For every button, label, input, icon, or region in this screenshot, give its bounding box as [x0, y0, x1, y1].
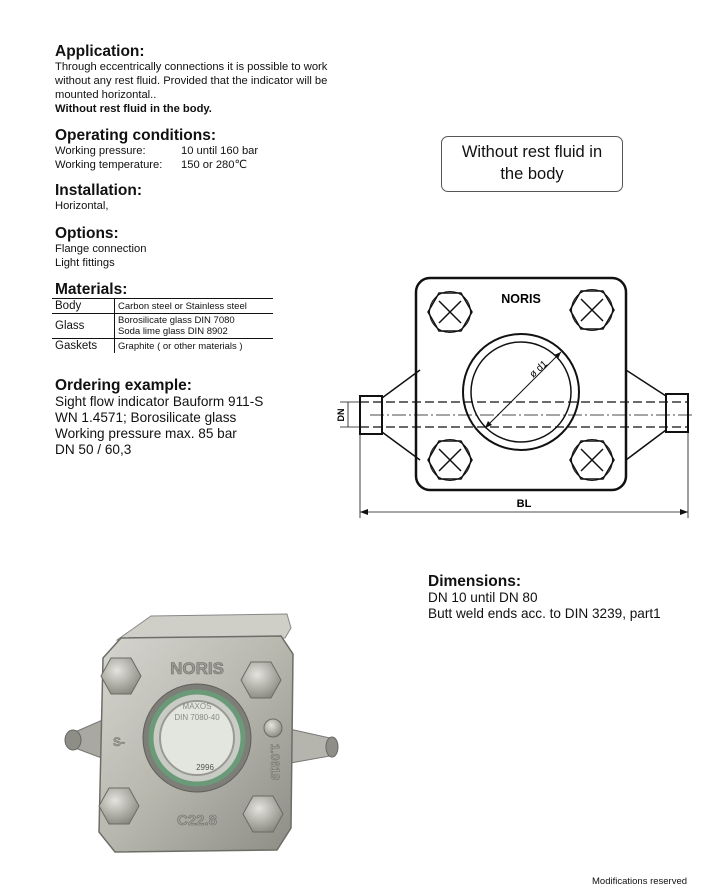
- material-value: Carbon steel or Stainless steel: [115, 299, 274, 314]
- material-part: Glass: [52, 314, 115, 339]
- bl-label: BL: [516, 498, 532, 510]
- photo-brand: NORIS: [170, 659, 224, 678]
- materials-heading: Materials:: [55, 281, 128, 298]
- material-part: Body: [52, 299, 115, 314]
- operating-label: Working temperature:: [55, 159, 163, 171]
- photo-mark-side: 1.0619: [268, 743, 282, 781]
- materials-section: [55, 281, 273, 353]
- bolt-icon: [570, 290, 614, 331]
- application-heading: Application:: [55, 43, 145, 60]
- diameter-line: [485, 352, 561, 428]
- dimensions-section: [428, 573, 661, 622]
- operating-label: Working pressure:: [55, 145, 146, 157]
- operating-heading: Operating conditions:: [55, 127, 217, 144]
- installation-section: [55, 182, 142, 213]
- operating-section: [55, 127, 258, 172]
- ordering-line: WN 1.4571; Borosilicate glass: [55, 410, 237, 425]
- photo-mark-left: S-: [113, 735, 125, 749]
- material-part: Gaskets: [52, 339, 115, 354]
- left-cone: [382, 370, 420, 398]
- photo-right-pipe-end: [326, 737, 338, 757]
- material-value: Graphite ( or other materials ): [118, 340, 243, 352]
- callout-line: the body: [500, 165, 564, 183]
- right-cone: [626, 430, 666, 460]
- ordering-line: Working pressure max. 85 bar: [55, 426, 237, 441]
- ordering-line: DN 50 / 60,3: [55, 442, 132, 457]
- dimensions-line: Butt weld ends acc. to DIN 3239, part1: [428, 606, 661, 621]
- application-bold-line: Without rest fluid in the body.: [55, 103, 212, 115]
- table-row: [52, 299, 273, 314]
- photo-glass-text: DIN 7080-40: [174, 713, 220, 722]
- material-line: Borosilicate glass DIN 7080: [118, 315, 235, 326]
- photo-mark-bottom: C22.8: [176, 812, 218, 829]
- right-pipe-end: [666, 394, 688, 432]
- option-item: Flange connection: [55, 243, 147, 255]
- right-cone: [626, 370, 666, 396]
- operating-value: 150 or 280℃: [181, 159, 248, 171]
- application-section: [55, 43, 327, 116]
- ordering-line: Sight flow indicator Bauform 911-S: [55, 394, 264, 409]
- installation-heading: Installation:: [55, 182, 142, 199]
- bolt-icon: [428, 292, 472, 333]
- dn-label: DN: [336, 408, 346, 422]
- installation-value: Horizontal,: [55, 200, 109, 212]
- application-line: Through eccentrically connections it is possible to work: [55, 61, 328, 73]
- photo-left-pipe-end: [65, 730, 81, 750]
- dimensions-line: DN 10 until DN 80: [428, 590, 538, 605]
- footer-note: Modifications reserved: [592, 876, 688, 887]
- options-heading: Options:: [55, 225, 119, 242]
- material-value: [115, 314, 274, 339]
- left-cone: [382, 432, 420, 460]
- operating-row: [55, 158, 258, 172]
- options-section: [55, 225, 146, 270]
- arrow-icon: [680, 509, 688, 515]
- option-item: Light fittings: [55, 257, 115, 269]
- table-row: [52, 314, 273, 339]
- material-line: Soda lime glass DIN 8902: [118, 326, 228, 337]
- technical-drawing: [330, 270, 700, 520]
- bolt-icon: [264, 719, 282, 737]
- table-row: [52, 339, 273, 354]
- ordering-section: [55, 377, 263, 458]
- ordering-heading: Ordering example:: [55, 377, 192, 394]
- photo-glass-text: MAXOS: [182, 702, 212, 711]
- diameter-label: ø d1: [527, 358, 550, 381]
- operating-row: [55, 144, 258, 158]
- application-line: mounted horizontal..: [55, 89, 157, 101]
- dimensions-heading: Dimensions:: [428, 573, 522, 590]
- product-photo: [55, 610, 355, 865]
- photo-glass-code: 2996: [196, 763, 214, 772]
- callout-line: Without rest fluid in: [461, 143, 603, 161]
- bolt-icon: [428, 440, 472, 481]
- callout-box: [441, 136, 623, 192]
- operating-value: 10 until 160 bar: [181, 145, 259, 157]
- arrow-icon: [360, 509, 368, 515]
- application-line: without any rest fluid. Provided that the indicator will be: [55, 75, 328, 87]
- bolt-icon: [570, 440, 614, 481]
- materials-table: [52, 298, 273, 353]
- drawing-brand-label: NORIS: [501, 292, 541, 306]
